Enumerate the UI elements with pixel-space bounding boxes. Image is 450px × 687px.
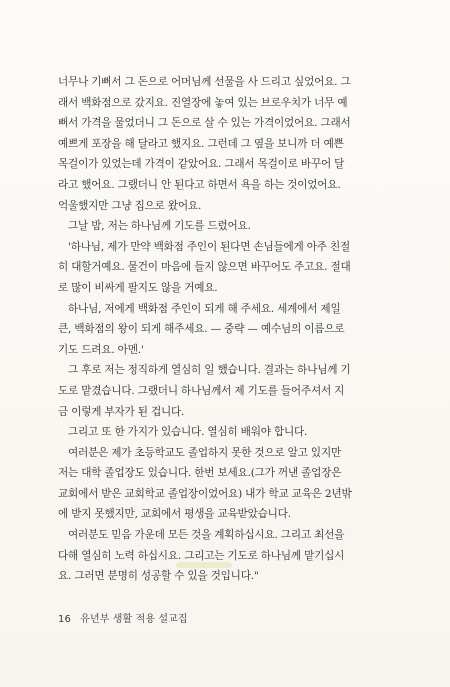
text-line: 뻐서 가격을 물었더니 그 돈으로 살 수 있는 가격이었어요. 그래서 xyxy=(58,117,351,130)
text-line: 다해 열심히 노력 하십시요. 그리고는 기도로 하나님께 맡기십시 xyxy=(58,549,345,562)
text-line: 로 많이 비싸게 팔지도 않을 거예요. xyxy=(58,281,218,294)
text-line: 에 받지 못했지만, 교회에서 평생을 교육받았습니다. xyxy=(58,508,291,521)
text-line: 라고 했어요. 그랬더니 안 된다고 하면서 욕을 하는 것이었어요. xyxy=(58,178,341,191)
text-line: 예쁘게 포장을 해 달라고 했지요. 그런데 그 옆을 보니까 더 예쁜 xyxy=(58,137,344,150)
body-text xyxy=(58,72,396,587)
text-line: 억울했지만 그냥 집으로 왔어요. xyxy=(58,199,202,212)
text-line: 히 대할거예요. 물건이 마음에 들지 않으면 바꾸어도 주고요. 절대 xyxy=(58,261,351,274)
text-line: 저는 대학 졸업장도 있습니다. 한번 보세요.(그가 꺼낸 졸업장은 xyxy=(58,467,342,480)
book-title: 유년부 생활 적용 설교집 xyxy=(80,614,188,625)
text-line: 요. 그러면 분명히 성공할 수 있을 것입니다." xyxy=(58,570,259,583)
text-line: 여러분은 제가 초등학교도 졸업하지 못한 것으로 알고 있지만 xyxy=(68,446,342,459)
text-line: 여러분도 믿음 가운데 모든 것을 계획하십시요. 그리고 최선을 xyxy=(68,529,345,542)
text-line: 그날 밤, 저는 하나님께 기도를 드렸어요. xyxy=(68,220,251,233)
text-line: 너무나 기뻐서 그 돈으로 어머님께 선물을 사 드리고 싶었어요. 그 xyxy=(58,76,351,88)
text-line: 목걸이가 있었는데 가격이 같았어요. 그래서 목걸이로 바꾸어 달 xyxy=(58,158,345,171)
text-line: 도로 맡겼습니다. 그랬더니 하나님께서 제 기도를 들어주셔서 지 xyxy=(58,384,345,397)
text-line: 그 후로 저는 정직하게 열심히 일 했습니다. 결과는 하나님께 기 xyxy=(68,364,351,377)
page-number: 16 xyxy=(58,614,71,625)
ink-bleed-mark xyxy=(176,562,232,568)
text-line: '하나님, 제가 만약 백화점 주인이 된다면 손님들에게 아주 친절 xyxy=(68,240,351,253)
text-line: 교회에서 받은 교회학교 졸업장이었어요) 내가 학교 교육은 2년밖 xyxy=(58,487,352,500)
text-line: 기도 드려요. 아멘.' xyxy=(58,343,144,356)
text-line: 하나님, 저에게 백화점 주인이 되게 해 주세요. 세계에서 제일 xyxy=(68,302,341,315)
text-line: 래서 백화점으로 갔지요. 진열장에 놓여 있는 브로우치가 너무 예 xyxy=(58,96,348,109)
text-line: 그리고 또 한 가지가 있습니다. 열심히 배워야 합니다. xyxy=(68,426,308,439)
text-line: 큰, 백화점의 왕이 되게 해주세요. — 중략 — 예수님의 이름으로 xyxy=(58,323,345,336)
page-footer xyxy=(58,610,188,625)
text-line: 금 이렇게 부자가 된 겁니다. xyxy=(58,405,185,418)
